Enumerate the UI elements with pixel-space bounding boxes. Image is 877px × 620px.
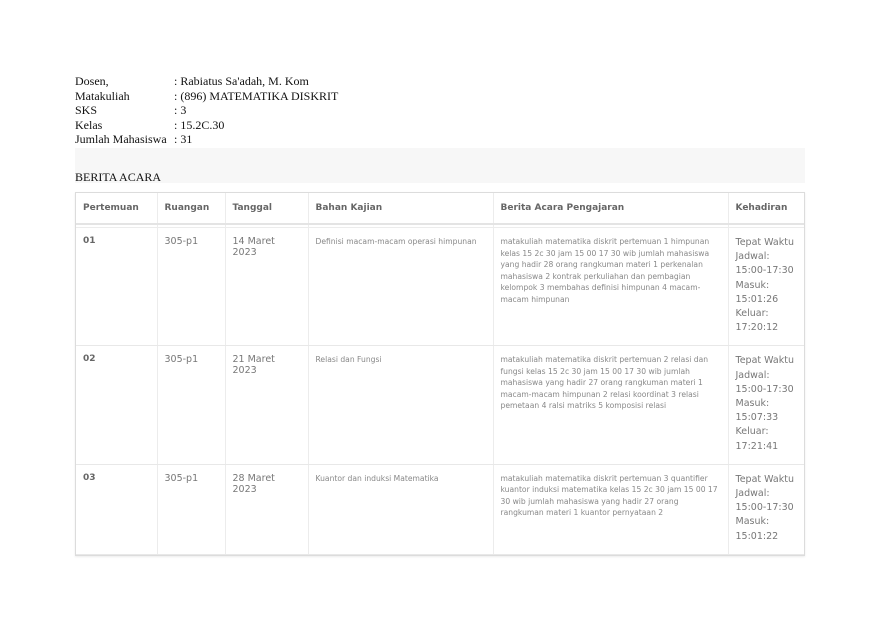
info-row-jumlah-mahasiswa [75, 132, 338, 147]
attendance-in-time: 15:01:26 [735, 293, 779, 305]
attendance-schedule-label: Jadwal: [735, 369, 770, 381]
cell-kehadiran [728, 228, 804, 346]
column-header-kehadiran: Kehadiran [728, 193, 804, 224]
attendance-out-time: 17:21:41 [735, 440, 779, 452]
attendance-out-time: 17:20:12 [735, 322, 779, 334]
cell-tanggal: 21 Maret 2023 [225, 346, 308, 464]
section-band [75, 148, 805, 183]
info-label: Kelas [75, 117, 103, 132]
table-row [76, 346, 804, 464]
attendance-schedule: 15:00-17:30 [735, 265, 794, 277]
cell-bahan-kajian: Definisi macam-macam operasi himpunan [308, 228, 493, 346]
attendance-out-label: Keluar: [735, 426, 769, 438]
info-row-kelas [75, 118, 338, 133]
info-label: Matakuliah [75, 88, 130, 103]
info-row-dosen [75, 74, 338, 89]
cell-ruangan: 305-p1 [157, 228, 225, 346]
cell-pertemuan: 03 [76, 464, 157, 554]
attendance-status: Tepat Waktu [735, 473, 794, 485]
info-row-sks [75, 103, 338, 118]
attendance-schedule: 15:00-17:30 [735, 383, 794, 395]
attendance-in-time: 15:07:33 [735, 412, 779, 424]
cell-berita-acara: matakuliah matematika diskrit pertemuan 1 himpunan kelas 15 2c 30 jam 15 00 17 30 wib jumlah mahasiswa yang hadir 28 orang rangkuman materi 1 perkenalan mahasiswa 2 kontrak perkuliahan dan pembagian kelompok 3 membahas definisi himpunan 4 macam-macam himpunan [493, 228, 728, 346]
cell-tanggal: 14 Maret 2023 [225, 228, 308, 346]
column-header-bahan-kajian: Bahan Kajian [308, 193, 493, 224]
attendance-schedule: 15:00-17:30 [735, 502, 794, 514]
info-row-matakuliah [75, 89, 338, 104]
attendance-status: Tepat Waktu [735, 355, 794, 367]
info-value: : (896) MATEMATIKA DISKRIT [174, 88, 339, 103]
info-value: : 3 [174, 103, 187, 118]
info-value: : Rabiatus Sa'adah, M. Kom [174, 74, 309, 88]
cell-ruangan: 305-p1 [157, 346, 225, 464]
attendance-in-time: 15:01:22 [735, 530, 779, 542]
course-info [75, 74, 338, 147]
table-row [76, 464, 804, 554]
info-value: : 15.2C.30 [174, 117, 225, 132]
attendance-out-label: Keluar: [735, 308, 769, 320]
cell-ruangan: 305-p1 [157, 464, 225, 554]
section-title: BERITA ACARA [75, 170, 162, 184]
attendance-schedule-label: Jadwal: [735, 488, 770, 500]
table-row [76, 228, 804, 346]
cell-kehadiran [728, 346, 804, 464]
cell-pertemuan: 02 [76, 346, 157, 464]
cell-berita-acara: matakuliah matematika diskrit pertemuan 2 relasi dan fungsi kelas 15 2c 30 jam 15 00 17 30 wib jumlah mahasiswa yang hadir 27 orang rangkuman materi 1 macam-macam himpunan 2 relasi koordinat 3 relasi pemetaan 4 ralsi matriks 5 komposisi relasi [493, 346, 728, 464]
column-header-pertemuan: Pertemuan [76, 193, 157, 224]
attendance-status: Tepat Waktu [735, 237, 794, 248]
attendance-in-label: Masuk: [735, 398, 770, 410]
info-label: SKS [75, 103, 98, 118]
cell-berita-acara: matakuliah matematika diskrit pertemuan 3 quantifier kuantor induksi matematika kelas 15 2c 30 jam 15 00 17 30 wib jumlah mahasiswa yang hadir 27 orang rangkuman materi 1 kuantor pernyataan 2 [493, 464, 728, 554]
info-label: Dosen, [75, 74, 109, 88]
column-header-berita-acara: Berita Acara Pengajaran [493, 193, 728, 224]
cell-tanggal: 28 Maret 2023 [225, 464, 308, 554]
info-value: : 31 [174, 132, 193, 147]
cell-pertemuan: 01 [76, 228, 157, 346]
attendance-in-label: Masuk: [735, 279, 770, 291]
attendance-in-label: Masuk: [735, 516, 770, 528]
column-header-ruangan: Ruangan [157, 193, 225, 224]
berita-acara-table [75, 192, 805, 556]
cell-bahan-kajian: Relasi dan Fungsi [308, 346, 493, 464]
info-label: Jumlah Mahasiswa [75, 132, 167, 147]
attendance-schedule-label: Jadwal: [735, 251, 770, 263]
column-header-tanggal: Tanggal [225, 193, 308, 224]
table-header-row [76, 193, 804, 224]
cell-kehadiran [728, 464, 804, 554]
cell-bahan-kajian: Kuantor dan induksi Matematika [308, 464, 493, 554]
